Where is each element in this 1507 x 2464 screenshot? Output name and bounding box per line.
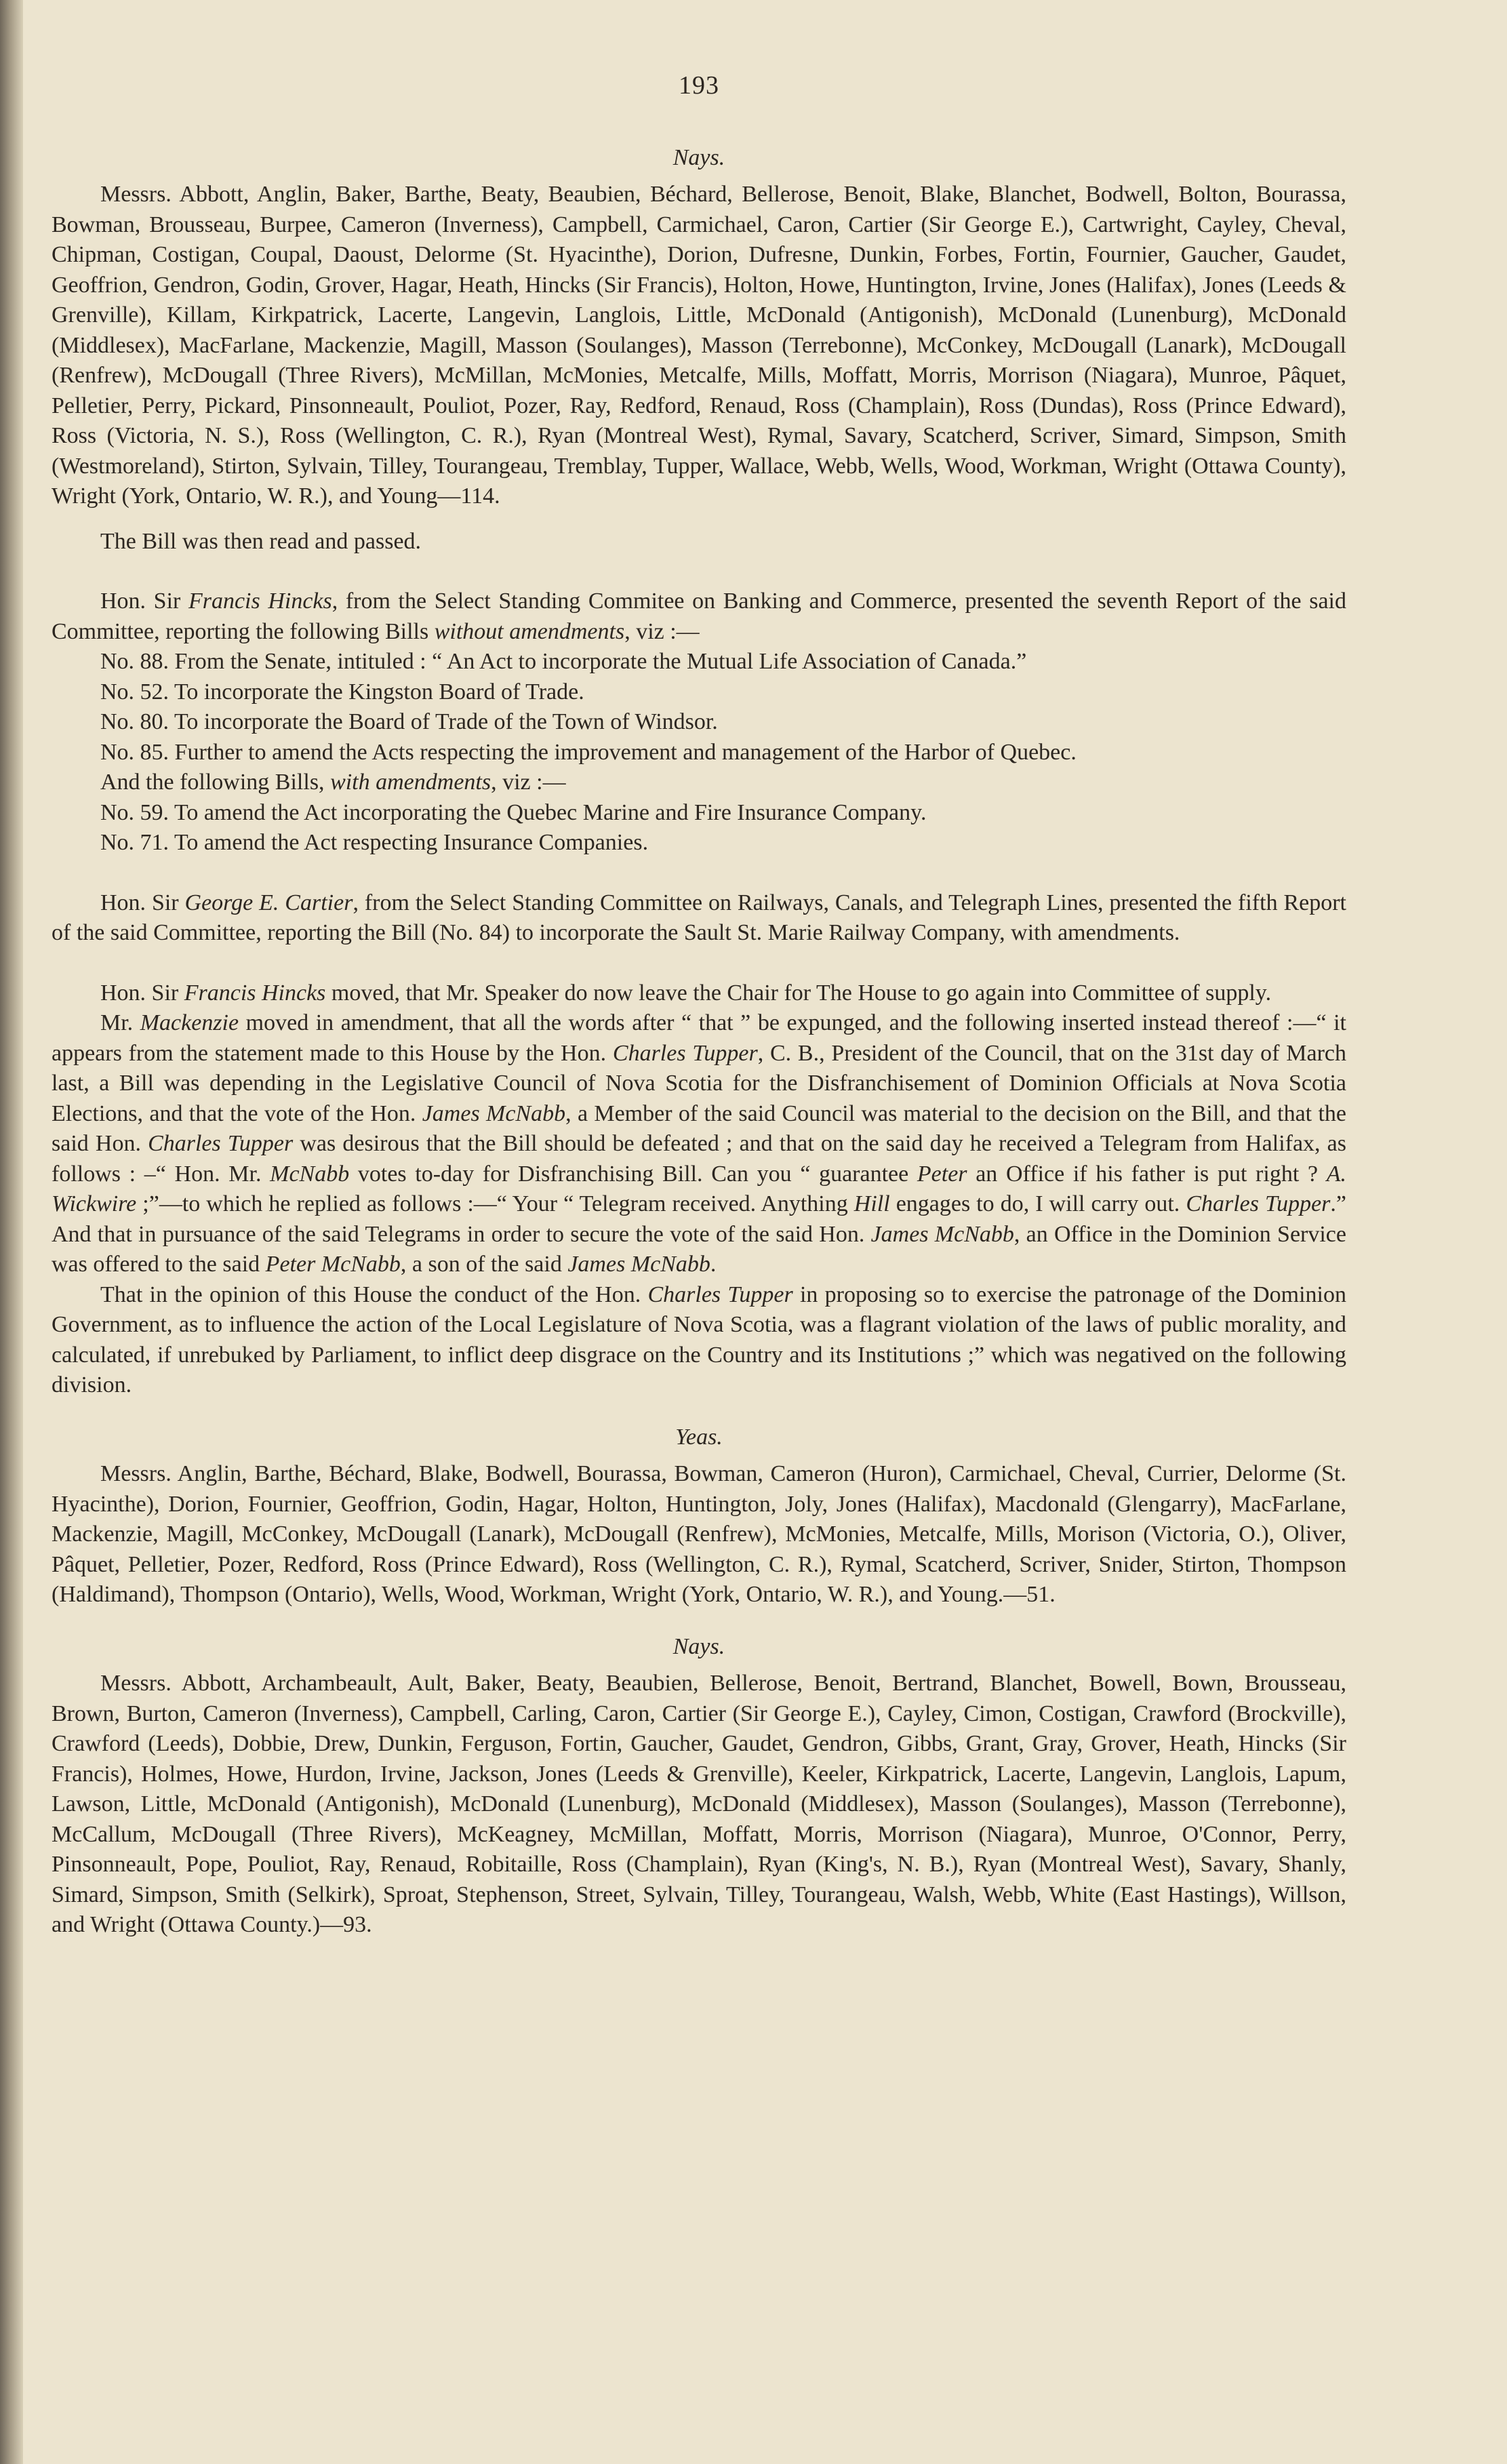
yeas-list: Messrs. Anglin, Barthe, Béchard, Blake, Bodwell, Bourassa, Bowman, Cameron (Huron), Carmichael, Cheval, Currier, Delorme (St. Hyacinthe), Dorion, Fournier, Geoffrion, Godin, Hagar, Holton, Huntington, Joly, Jones (Halifax), Macdonald (Glengarry), MacFarlane, Mackenzie, Magill, McConkey, McDougall (Lanark), McDougall (Renfrew), McMonies, Metcalfe, Mills, Morison (Victoria, O.), Oliver, Pâquet, Pelletier, Pozer, Redford, Ross (Prince Edward), Ross (Wellington, C. R.), Rymal, Scatcherd, Scriver, Snider, Stirton, Thompson (Haldimand), Thompson (Ontario), Wells, Wood, Workman, Wright (York, Ontario, W. R.), and Young.—51. <box>52 1461 1346 1607</box>
supply-motion-paragraph <box>52 978 1346 1009</box>
member-name: James McNabb <box>870 1221 1014 1247</box>
member-name: Hill <box>853 1191 890 1216</box>
text-run: , a Member of the said Council was material to the decision on the Bill, and that the said Hon. <box>52 1100 1346 1156</box>
text-run: , an Office in the Dominion Service was offered to the said <box>52 1221 1346 1277</box>
banking-report-paragraph <box>52 587 1346 647</box>
page-number: 193 <box>679 71 719 100</box>
member-name: McNabb <box>270 1161 350 1187</box>
journal-page <box>52 71 1346 1941</box>
text-run: engages to do, I will carry out. <box>889 1191 1186 1216</box>
amendment-paragraph <box>52 1008 1346 1280</box>
member-name: Charles Tupper <box>647 1281 793 1307</box>
text-run: Hon. Sir <box>100 980 184 1006</box>
book-spine-shadow <box>0 0 23 2464</box>
bill-item: No. 59. To amend the Act incorporating the Quebec Marine and Fire Insurance Company. <box>100 799 927 825</box>
text-run: That in the opinion of this House the conduct of the Hon. <box>100 1281 648 1307</box>
member-name: James McNabb <box>422 1100 566 1126</box>
nays-heading-second: Nays. <box>672 1633 725 1659</box>
text-run: Hon. Sir <box>100 890 185 915</box>
bill-item: No. 88. From the Senate, intituled : “ An Act to incorporate the Mutual Life Association of Canada.” <box>100 649 1027 674</box>
text-run: , from the Select Standing Commitee on Banking and Commerce, presented the seventh Report of the said Committee, reporting the following Bills <box>52 589 1347 644</box>
opinion-paragraph <box>52 1280 1346 1401</box>
member-name: James McNabb <box>567 1252 710 1277</box>
member-name: Charles Tupper <box>612 1040 758 1066</box>
text-run: . <box>710 1252 717 1277</box>
text-run: , viz :— <box>624 618 700 644</box>
text-run: was desirous that the Bill should be defeated ; and that on the said day he received a Telegram from Halifax, as follows : –“ Hon. Mr. <box>52 1131 1346 1187</box>
bill-passed-text: The Bill was then read and passed. <box>100 528 422 554</box>
text-run: ;”—to which he replied as follows :—“ Your “ Telegram received. Anything <box>136 1191 854 1216</box>
text-run: moved, that Mr. Speaker do now leave the Chair for The House to go again into Committee of supply. <box>325 980 1272 1006</box>
text-run: , from the Select Standing Committee on Railways, Canals, and Telegraph Lines, presented the fifth Report of the said Committee, reporting the Bill (No. 84) to incorporate the Sault St. Marie Railway Company, with amendments. <box>52 890 1347 945</box>
bill-item: No. 71. To amend the Act respecting Insurance Companies. <box>100 830 649 855</box>
bill-item: No. 52. To incorporate the Kingston Board of Trade. <box>100 679 584 704</box>
member-name: Francis Hincks <box>184 980 326 1006</box>
text-run: in proposing so to exercise the patronage of the Dominion Government, as to influence the action of the Local Legislature of Nova Scotia, was a flagrant violation of the laws of public morality, and calculated, if unrebuked by Parliament, to inflict deep disgrace on the Country and its Institutions ;” which was negatived on the following division. <box>52 1281 1346 1397</box>
following-bills-line <box>52 768 1346 798</box>
bill-item: No. 85. Further to amend the Acts respecting the improvement and management of the Harbor of Quebec. <box>100 739 1077 765</box>
text-run: votes to-day for Disfranchising Bill. Can you “ guarantee <box>349 1161 917 1187</box>
member-name: Charles Tupper <box>148 1131 294 1156</box>
text-run: , a son of the said <box>400 1252 568 1277</box>
member-name: A. Wickwire <box>52 1161 1346 1216</box>
member-name: Peter McNabb <box>265 1252 401 1277</box>
text-run: moved in amendment, that all the words after “ that ” be expunged, and the following inserted instead thereof :—“ it appears from the statement made to this House by the Hon. <box>52 1010 1346 1066</box>
nays-list-second: Messrs. Abbott, Archambeault, Ault, Baker, Beaty, Beaubien, Bellerose, Benoit, Bertrand, Blanchet, Bowell, Bown, Brousseau, Brown, Burton, Cameron (Inverness), Campbell, Carling, Caron, Cartier (Sir George E.), Cayley, Cimon, Costigan, Crawford (Brockville), Crawford (Leeds), Dobbie, Drew, Dunkin, Ferguson, Fortin, Gaucher, Gaudet, Gendron, Gibbs, Grant, Gray, Grover, Heath, Hincks (Sir Francis), Holmes, Howe, Hurdon, Irvine, Jackson, Jones (Leeds & Grenville), Keeler, Kirkpatrick, Lacerte, Langevin, Langlois, Lapum, Lawson, Little, McDonald (Antigonish), McDonald (Lunenburg), McDonald (Middlesex), Masson (Soulanges), Masson (Terrebonne), McCallum, McDougall (Three Rivers), McKeagney, McMillan, Moffatt, Morris, Morrison (Niagara), Munroe, O'Connor, Perry, Pinsonneault, Pope, Pouliot, Ray, Renaud, Robitaille, Ross (Champlain), Ryan (King's, N. B.), Ryan (Montreal West), Savary, Shanly, Simard, Simpson, Smith (Selkirk), Sproat, Stephenson, Street, Sylvain, Tilley, Tourangeau, Walsh, Webb, White (East Hastings), Willson, and Wright (Ottawa County.)—93. <box>52 1671 1346 1937</box>
nays-heading: Nays. <box>672 144 725 170</box>
bill-item: No. 80. To incorporate the Board of Trade of the Town of Windsor. <box>100 709 718 734</box>
text-run: .” And that in pursuance of the said Telegrams in order to secure the vote of the said Hon. <box>52 1191 1346 1247</box>
railways-report-paragraph <box>52 888 1346 949</box>
bill-list-with-amendments <box>52 798 1346 858</box>
text-run: an Office if his father is put right ? <box>967 1161 1327 1187</box>
emphasis-text: without amendments <box>434 618 625 644</box>
yeas-heading: Yeas. <box>675 1424 723 1450</box>
member-name: George E. Cartier <box>184 890 353 915</box>
text-run: And the following Bills, <box>100 770 331 795</box>
text-run: , viz :— <box>491 770 566 795</box>
member-name: Mackenzie <box>140 1010 239 1035</box>
member-name: Francis Hincks <box>188 589 332 614</box>
member-name: Charles Tupper <box>1186 1191 1331 1216</box>
member-name: Peter <box>917 1161 967 1187</box>
text-run: Mr. <box>100 1010 140 1035</box>
nays-list: Messrs. Abbott, Anglin, Baker, Barthe, Beaty, Beaubien, Béchard, Bellerose, Benoit, Blake, Blanchet, Bodwell, Bolton, Bourassa, Bowman, Brousseau, Burpee, Cameron (Inverness), Campbell, Carmichael, Caron, Cartier (Sir George E.), Cartwright, Cayley, Cheval, Chipman, Costigan, Coupal, Daoust, Delorme (St. Hyacinthe), Dorion, Dufresne, Dunkin, Forbes, Fortin, Fournier, Gaucher, Gaudet, Geoffrion, Gendron, Godin, Grover, Hagar, Heath, Hincks (Sir Francis), Holton, Howe, Huntington, Irvine, Jones (Halifax), Jones (Leeds & Grenville), Killam, Kirkpatrick, Lacerte, Langevin, Langlois, Little, McDonald (Antigonish), McDonald (Lunenburg), McDonald (Middlesex), MacFarlane, Mackenzie, Magill, Masson (Soulanges), Masson (Terrebonne), McConkey, McDougall (Lanark), McDougall (Renfrew), McDougall (Three Rivers), McMillan, McMonies, Metcalfe, Mills, Moffatt, Morris, Morrison (Niagara), Munroe, Pâquet, Pelletier, Perry, Pickard, Pinsonneault, Pouliot, Pozer, Ray, Redford, Renaud, Ross (Champlain), Ross (Dundas), Ross (Prince Edward), Ross (Victoria, N. S.), Ross (Wellington, C. R.), Ryan (Montreal West), Rymal, Savary, Scatcherd, Scriver, Simard, Simpson, Smith (Westmoreland), Stirton, Sylvain, Tilley, Tourangeau, Tremblay, Tupper, Wallace, Webb, Wells, Wood, Workman, Wright (Ottawa County), Wright (York, Ontario, W. R.), and Young—114. <box>52 182 1346 509</box>
emphasis-text: with amendments <box>330 770 491 795</box>
text-run: Hon. Sir <box>100 589 188 614</box>
bill-list-without-amendments <box>52 647 1346 768</box>
text-run: , C. B., President of the Council, that on the 31st day of March last, a Bill was depending in the Legislative Council of Nova Scotia for the Disfranchisement of Dominion Officials at Nova Scotia Elections, and that the vote of the Hon. <box>52 1040 1346 1126</box>
